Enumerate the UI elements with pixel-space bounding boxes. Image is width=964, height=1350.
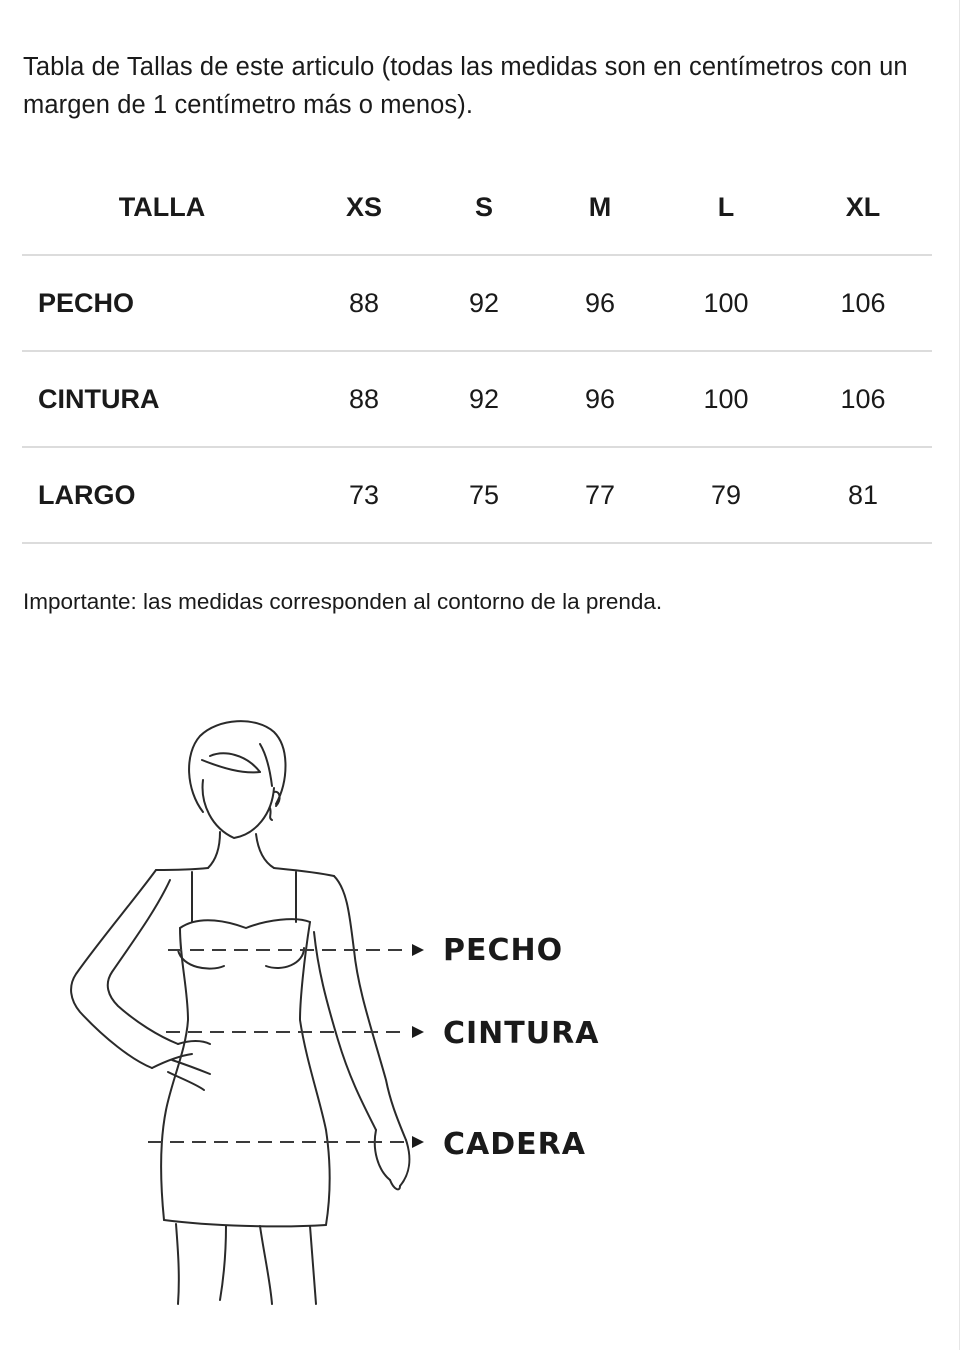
table-row-pecho xyxy=(22,255,932,351)
page-right-border xyxy=(959,0,960,1350)
table-header-row xyxy=(22,160,932,255)
cell-largo-m: 77 xyxy=(542,447,658,543)
cell-largo-s: 75 xyxy=(426,447,542,543)
cell-pecho-xs: 88 xyxy=(302,255,426,351)
header-cell-l: L xyxy=(658,160,794,255)
table-row-largo xyxy=(22,447,932,543)
cell-largo-l: 79 xyxy=(658,447,794,543)
size-table xyxy=(22,160,932,544)
table-row-cintura xyxy=(22,351,932,447)
row-label-cintura: CINTURA xyxy=(22,351,302,447)
cell-cintura-xl: 106 xyxy=(794,351,932,447)
hip-label: CADERA xyxy=(443,1127,586,1162)
chest-label: PECHO xyxy=(443,933,564,968)
cell-cintura-l: 100 xyxy=(658,351,794,447)
figure-outline xyxy=(71,721,409,1304)
header-cell-xs: XS xyxy=(302,160,426,255)
measurement-arrowheads xyxy=(412,944,424,1148)
cell-largo-xs: 73 xyxy=(302,447,426,543)
body-measurement-figure xyxy=(60,710,620,1310)
header-cell-talla: TALLA xyxy=(22,160,302,255)
intro-text: Tabla de Tallas de este articulo (todas las medidas son en centímetros con un margen de 1 centímetro más o menos). xyxy=(23,53,908,119)
cell-cintura-s: 92 xyxy=(426,351,542,447)
measurement-dashed-lines xyxy=(148,950,408,1142)
chest-arrowhead-icon xyxy=(412,944,424,956)
cell-pecho-s: 92 xyxy=(426,255,542,351)
row-label-pecho: PECHO xyxy=(22,255,302,351)
cell-pecho-m: 96 xyxy=(542,255,658,351)
cell-cintura-xs: 88 xyxy=(302,351,426,447)
cell-pecho-xl: 106 xyxy=(794,255,932,351)
waist-arrowhead-icon xyxy=(412,1026,424,1038)
header-cell-m: M xyxy=(542,160,658,255)
measurement-note: Importante: las medidas corresponden al contorno de la prenda. xyxy=(23,589,663,614)
header-cell-xl: XL xyxy=(794,160,932,255)
cell-pecho-l: 100 xyxy=(658,255,794,351)
waist-label: CINTURA xyxy=(443,1016,600,1051)
dress-figure-illustration xyxy=(60,710,620,1310)
header-cell-s: S xyxy=(426,160,542,255)
row-label-largo: LARGO xyxy=(22,447,302,543)
cell-largo-xl: 81 xyxy=(794,447,932,543)
cell-cintura-m: 96 xyxy=(542,351,658,447)
hip-arrowhead-icon xyxy=(412,1136,424,1148)
